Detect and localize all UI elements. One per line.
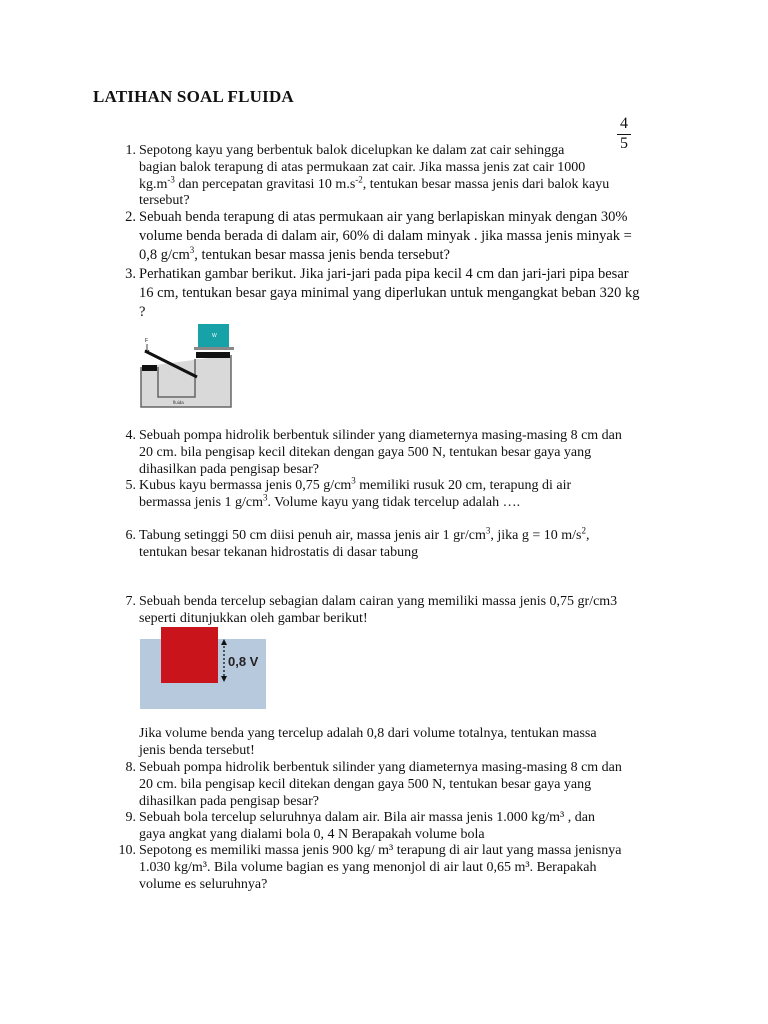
- superscript: -2: [355, 173, 363, 184]
- fluid-large-column: [195, 359, 230, 406]
- text-span: , tentukan besar massa jenis dari balok kayu: [362, 176, 610, 192]
- text-line: Jika volume benda yang tercelup adalah 0,8 dari volume totalnya, tentukan massa: [139, 726, 597, 741]
- text-line: Sebuah pompa hidrolik berbentuk silinder yang diameternya masing-masing 8 cm dan: [139, 428, 622, 443]
- question-number: 8.: [125, 760, 136, 775]
- question-text: [139, 208, 684, 265]
- text-line: [139, 492, 684, 512]
- text-line: [139, 475, 684, 495]
- text-span: Tabung setinggi 50 cm diisi penuh air, massa jenis air 1 gr/cm: [139, 528, 486, 543]
- question-number: 1.: [125, 143, 136, 158]
- question-8: [114, 760, 684, 810]
- text-span: memiliki rusuk 20 cm, terapung di air: [355, 478, 572, 493]
- superscript: 2: [581, 525, 586, 536]
- question-text: [139, 810, 684, 844]
- question-text: [139, 760, 684, 810]
- question-text: [139, 843, 684, 893]
- question-6: [114, 525, 684, 562]
- text-span: 0,8 g/cm: [139, 247, 190, 263]
- text-line: [139, 246, 684, 265]
- text-span: dan percepatan gravitasi 10 m.s: [174, 176, 356, 192]
- text-line: 20 cm. bila pengisap kecil ditekan dengan gaya 500 N, tentukan besar gaya yang: [139, 776, 592, 792]
- label-fluid: fluida: [173, 400, 184, 405]
- large-piston: [196, 352, 230, 358]
- floating-block: [161, 627, 218, 683]
- text-span: kg.m: [139, 176, 168, 192]
- text-line: jenis benda tersebut!: [139, 742, 255, 758]
- superscript: 3: [263, 492, 268, 503]
- text-span: , tentukan besar massa jenis benda tersebut?: [194, 247, 450, 263]
- question-2: [114, 208, 684, 265]
- fraction-numerator: 4: [620, 115, 628, 132]
- text-line: Sepotong es memiliki massa jenis 900 kg/ m³ terapung di air laut yang massa jenisnya: [139, 843, 622, 858]
- question-text: [139, 525, 684, 562]
- text-line: 20 cm. bila pengisap kecil ditekan dengan gaya 500 N, tentukan besar gaya yang: [139, 444, 592, 460]
- label-volume: 0,8 V: [228, 654, 259, 669]
- text-line: gaya angkat yang dialami bola 0, 4 N Berapakah volume bola: [139, 826, 485, 842]
- fraction-denominator: 5: [620, 135, 628, 152]
- question-number: 7.: [125, 594, 136, 609]
- hydraulic-press-figure: [139, 321, 235, 411]
- superscript: -3: [167, 173, 175, 184]
- text-line: 1.030 kg/m³. Bila volume bagian es yang menonjol di air laut 0,65 m³. Berapakah: [139, 859, 597, 875]
- text-line: Sebuah benda terapung di atas permukaan air yang berlapiskan minyak dengan 30%: [139, 209, 628, 225]
- text-line: Sebuah pompa hidrolik berbentuk silinder yang diameternya masing-masing 8 cm dan: [139, 760, 622, 775]
- question-number: 2.: [125, 209, 136, 225]
- text-line: seperti ditunjukkan oleh gambar berikut!: [139, 610, 368, 626]
- text-line: Perhatikan gambar berikut. Jika jari-jari pada pipa kecil 4 cm dan jari-jari pipa besar: [139, 266, 629, 282]
- superscript: 3: [485, 525, 491, 536]
- text-span: . Volume kayu yang tidak tercelup adalah ….: [267, 494, 521, 510]
- question-number: 10.: [118, 843, 136, 858]
- superscript: 3: [189, 245, 195, 256]
- fluid-small-column: [142, 371, 158, 406]
- text-line: dihasilkan pada pengisap besar?: [139, 793, 319, 809]
- text-span: , jika g = 10 m/s: [490, 528, 582, 543]
- question-text: [139, 475, 684, 512]
- text-span: ,: [585, 528, 590, 543]
- text-span: bermassa jenis 1 g/cm: [139, 494, 264, 510]
- text-line: 16 cm, tentukan besar gaya minimal yang diperlukan untuk mengangkat beban 320 kg: [139, 285, 640, 301]
- floating-block-figure: [139, 624, 267, 710]
- question-1: [114, 143, 684, 210]
- question-text: [139, 143, 684, 210]
- question-number: 5.: [125, 478, 136, 493]
- question-9: [114, 810, 684, 844]
- question-10: [114, 843, 684, 893]
- text-line: [139, 173, 684, 194]
- question-7-followup: [139, 726, 679, 760]
- text-line: tentukan besar tekanan hidrostatis di dasar tabung: [139, 544, 419, 560]
- question-number: 9.: [125, 810, 136, 825]
- question-text: [139, 265, 684, 322]
- question-text: [139, 594, 684, 628]
- text-line: Sebuah benda tercelup sebagian dalam cairan yang memiliki massa jenis 0,75 gr/cm3: [139, 594, 618, 609]
- question-number: 6.: [125, 528, 136, 543]
- question-4: [114, 428, 684, 478]
- superscript: 3: [351, 475, 356, 486]
- text-line: volume es seluruhnya?: [139, 876, 268, 892]
- text-line: ?: [139, 304, 146, 320]
- text-line: Sebuah bola tercelup seluruhnya dalam air. Bila air massa jenis 1.000 kg/m³ , dan: [139, 810, 595, 825]
- text-line: tersebut?: [139, 193, 190, 209]
- label-w: W: [212, 333, 217, 339]
- question-5: [114, 475, 684, 512]
- question-3: [114, 265, 684, 322]
- question-text: [139, 428, 684, 478]
- text-line: Sepotong kayu yang berbentuk balok dicelupkan ke dalam zat cair sehingga: [139, 143, 565, 158]
- piston-platform: [194, 347, 234, 350]
- small-piston: [142, 365, 157, 371]
- question-number: 3.: [125, 266, 136, 282]
- text-line: [139, 525, 684, 545]
- page-title: LATIHAN SOAL FLUIDA: [93, 87, 294, 106]
- text-span: Kubus kayu bermassa jenis 0,75 g/cm: [139, 478, 352, 493]
- text-line: bagian balok terapung di atas permukaan zat cair. Jika massa jenis zat cair 1000: [139, 159, 586, 175]
- text-line: volume benda berada di dalam air, 60% di dalam minyak . jika massa jenis minyak =: [139, 228, 632, 244]
- question-number: 4.: [125, 428, 136, 443]
- question-7: [114, 594, 684, 628]
- text-line: dihasilkan pada pengisap besar?: [139, 461, 319, 477]
- label-f: F: [145, 338, 149, 344]
